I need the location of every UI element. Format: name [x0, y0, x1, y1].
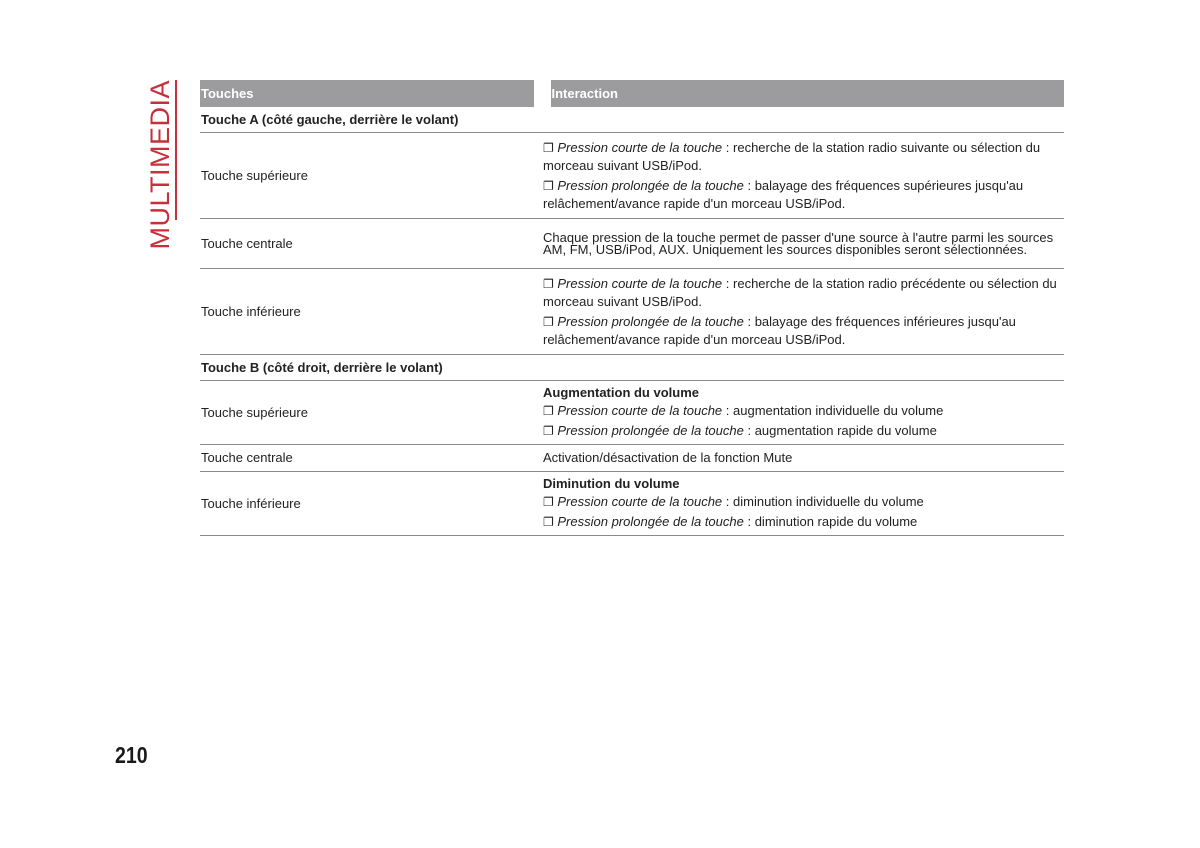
- checkbox-bullet-icon: ❐: [543, 178, 554, 193]
- bullet-item: ❐ Pression courte de la touche : recherche de la station radio précédente ou sélection du morceau suivant USB/iPod.: [543, 275, 1057, 309]
- row-key: Touche supérieure: [200, 381, 542, 445]
- table-row: [200, 269, 1064, 355]
- checkbox-bullet-icon: ❐: [543, 514, 554, 529]
- bullet-item: ❐ Pression courte de la touche : augmentation individuelle du volume: [543, 402, 944, 418]
- bullet-item: ❐ Pression prolongée de la touche : augmentation rapide du volume: [543, 422, 937, 438]
- checkbox-bullet-icon: ❐: [543, 140, 554, 155]
- table-row: [200, 219, 1064, 269]
- bullet-item: ❐ Pression prolongée de la touche : balayage des fréquences inférieures jusqu'au relâchement/avance rapide d'un morceau USB/iPod.: [543, 313, 1016, 347]
- checkbox-bullet-icon: ❐: [543, 276, 554, 291]
- row-heading: Augmentation du volume: [543, 384, 699, 400]
- row-key: Touche inférieure: [200, 472, 542, 536]
- table-row: [200, 381, 1064, 445]
- checkbox-bullet-icon: ❐: [543, 403, 554, 418]
- row-interaction: Activation/désactivation de la fonction Mute: [542, 445, 1064, 472]
- checkbox-bullet-icon: ❐: [543, 494, 554, 509]
- section-row-a: [200, 107, 1064, 133]
- row-interaction: [542, 381, 1064, 445]
- row-interaction: Chaque pression de la touche permet de passer d'une source à l'autre parmi les sources AM, FM, USB/iPod, AUX. Uniquement les sources disponibles seront sélectionnées.: [542, 219, 1064, 269]
- section-title-bar: [175, 80, 177, 220]
- bullet-item: ❐ Pression prolongée de la touche : balayage des fréquences supérieures jusqu'au relâchement/avance rapide d'un morceau USB/iPod.: [543, 177, 1024, 211]
- section-row-b: [200, 355, 1064, 381]
- table-row: [200, 472, 1064, 536]
- bullet-item: ❐ Pression courte de la touche : recherche de la station radio suivante ou sélection du morceau suivant USB/iPod.: [543, 139, 1041, 173]
- table-row: [200, 133, 1064, 219]
- row-key: Touche supérieure: [200, 133, 542, 219]
- checkbox-bullet-icon: ❐: [543, 423, 554, 438]
- row-interaction: [542, 269, 1064, 355]
- section-title-a: Touche A (côté gauche, derrière le volant): [200, 107, 1064, 133]
- section-side-title: [145, 80, 177, 250]
- header-touches: Touches: [200, 80, 542, 107]
- bullet-item: ❐ Pression courte de la touche : diminution individuelle du volume: [543, 493, 924, 509]
- header-interaction: Interaction: [542, 80, 1064, 107]
- row-key: Touche centrale: [200, 445, 542, 472]
- checkbox-bullet-icon: ❐: [543, 314, 554, 329]
- row-key: Touche inférieure: [200, 269, 542, 355]
- section-title-b: Touche B (côté droit, derrière le volant): [200, 355, 1064, 381]
- table-header-row: [200, 80, 1064, 107]
- row-interaction: [542, 133, 1064, 219]
- table-row: [200, 445, 1064, 472]
- section-title-text: MULTIMEDIA: [145, 80, 175, 250]
- bullet-item: ❐ Pression prolongée de la touche : diminution rapide du volume: [543, 513, 918, 529]
- row-key: Touche centrale: [200, 219, 542, 269]
- controls-table: [200, 80, 1064, 536]
- row-heading: Diminution du volume: [543, 475, 680, 491]
- row-interaction: [542, 472, 1064, 536]
- page-number: 210: [115, 742, 148, 768]
